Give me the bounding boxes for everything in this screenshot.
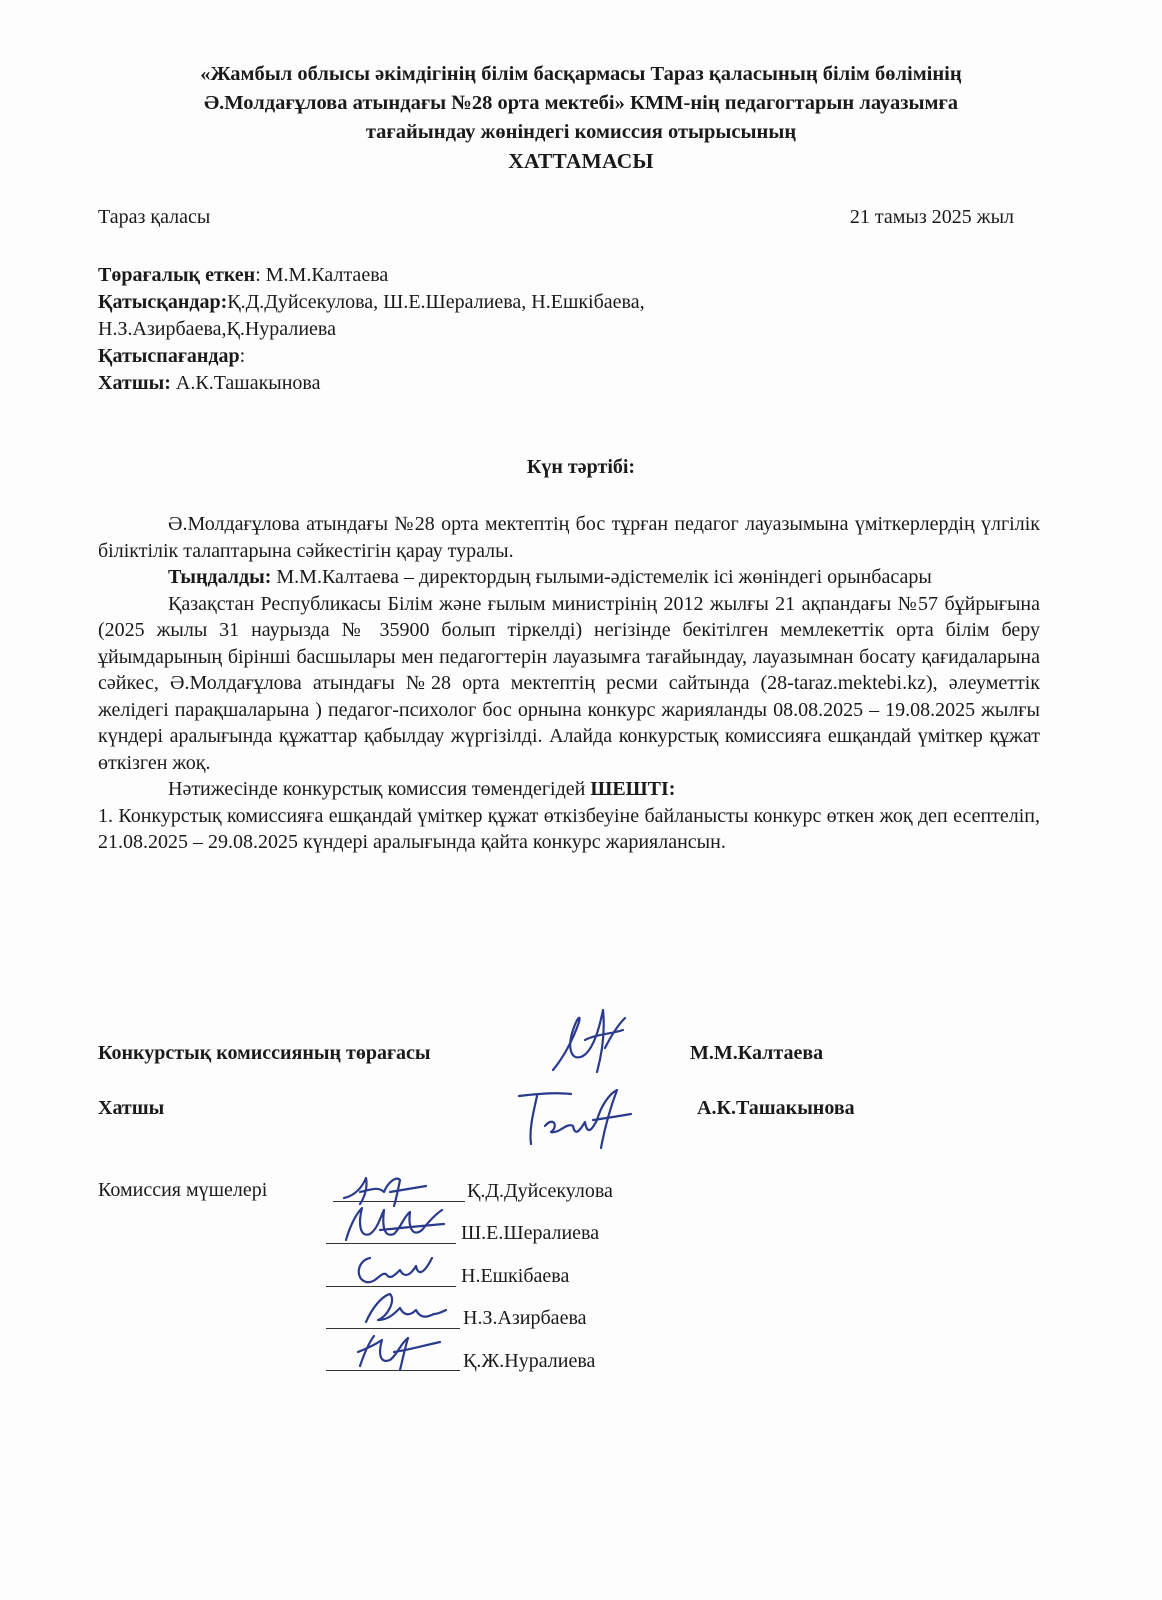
chair-row [98,262,388,288]
member-3-signature-icon [350,1250,440,1290]
absent-label: Қатыспағандар [98,345,240,367]
secretary-signature-icon [515,1086,635,1156]
absent-value: : [239,345,246,367]
chair-label: Төрағалық еткен [98,264,256,286]
decision-item: 1. Конкурстық комиссияға ешқандай үміткер құжат өткізбеуіне байланысты конкурс өткен жоқ деп есептеліп, 21.08.2025 – 29.08.2025 күндері аралығында қайта конкурс жариялансын. [98,804,1040,853]
present-row [98,289,645,315]
agenda-body [98,511,1040,856]
heard-value: М.М.Калтаева – директордың ғылыми-әдістемелік ісі жөніндегі орынбасары [271,566,932,588]
decision-word: ШЕШТІ: [590,778,676,800]
heard-paragraph [98,564,1040,591]
chair-value: : М.М.Калтаева [255,264,389,286]
decision-intro-paragraph [98,776,1040,803]
chair-role: Конкурстық комиссияның төрағасы [98,1042,431,1064]
member-2-signature-icon [340,1204,450,1250]
secretary-role: Хатшы [98,1097,165,1119]
member-1-name: Қ.Д.Дуйсекулова [467,1180,613,1202]
present-label: Қатысқандар: [98,291,228,313]
secretary-label: Хатшы: [98,372,171,394]
members-label: Комиссия мүшелері [98,1179,268,1201]
agenda-item: Ә.Молдағұлова атындағы №28 орта мектептің бос тұрған педагог лауазымына үміткерлердің үлгілік біліктілік талаптарына сәйкестігін қарау туралы. [98,513,1040,562]
city: Тараз қаласы [98,206,211,228]
title-heading: ХАТТАМАСЫ [508,149,654,173]
title-line-2: Ә.Молдағұлова атындағы №28 орта мектебі» КММ-нің педагогтарын лауазымға [203,92,959,114]
present-value-1: Қ.Д.Дуйсекулова, Ш.Е.Шералиева, Н.Ешкібаева, [227,291,645,313]
date: 21 тамыз 2025 жыл [849,206,1014,228]
title-line-3: тағайындау жөніндегі комиссия отырысының [365,121,797,143]
member-5-name: Қ.Ж.Нуралиева [463,1350,596,1372]
absent-row [98,343,245,369]
member-4-signature-icon [360,1290,450,1330]
agenda-heading: Күн тәртібі: [526,456,636,478]
secretary-value: А.К.Ташакынова [170,372,321,394]
secretary-name: А.К.Ташакынова [697,1097,855,1119]
member-2-name: Ш.Е.Шералиева [461,1222,600,1244]
present-value-2: Н.З.Азирбаева,Қ.Нуралиева [98,318,336,340]
secretary-row [98,370,321,396]
member-4-name: Н.З.Азирбаева [463,1307,587,1329]
decision-intro: Нәтижесінде конкурстық комиссия төмендегідей [168,778,591,800]
title-line-1: «Жамбыл облысы әкімдігінің білім басқармасы Тараз қаласының білім бөлімінің [200,63,962,85]
chair-signature-icon [545,1000,635,1090]
chair-name: М.М.Калтаева [690,1042,824,1064]
member-5-signature-icon [350,1330,450,1374]
heard-label: Тыңдалды: [168,566,272,588]
agenda-body-text: Қазақстан Республикасы Білім және ғылым министрінің 2012 жылғы 21 ақпандағы №57 бұйрығына (2025 жылы 31 наурызда № 35900 болып тіркелді) негізінде бекітілген мемлекеттік орта білім беру ұйымдарының бірінші басшылары мен педагогтерін лауазымға тағайындау, лауазымнан босату қағидаларына сәйкес, Ә.Молдағұлова атындағы №28 орта мектептің ресми сайтында (28-taraz.mektebi.kz), әлеуметтік желідегі парақшаларына ) педагог-психолог бос орнына конкурс жарияланды 08.08.2025 – 19.08.2025 жылғы күндері аралығында құжаттар қабылдау жүргізілді. Алайда конкурстық комиссияға ешқандай үміткер құжат өткізген жоқ. [98,592,1040,774]
document-title [60,60,1102,176]
member-3-name: Н.Ешкібаева [461,1265,570,1287]
